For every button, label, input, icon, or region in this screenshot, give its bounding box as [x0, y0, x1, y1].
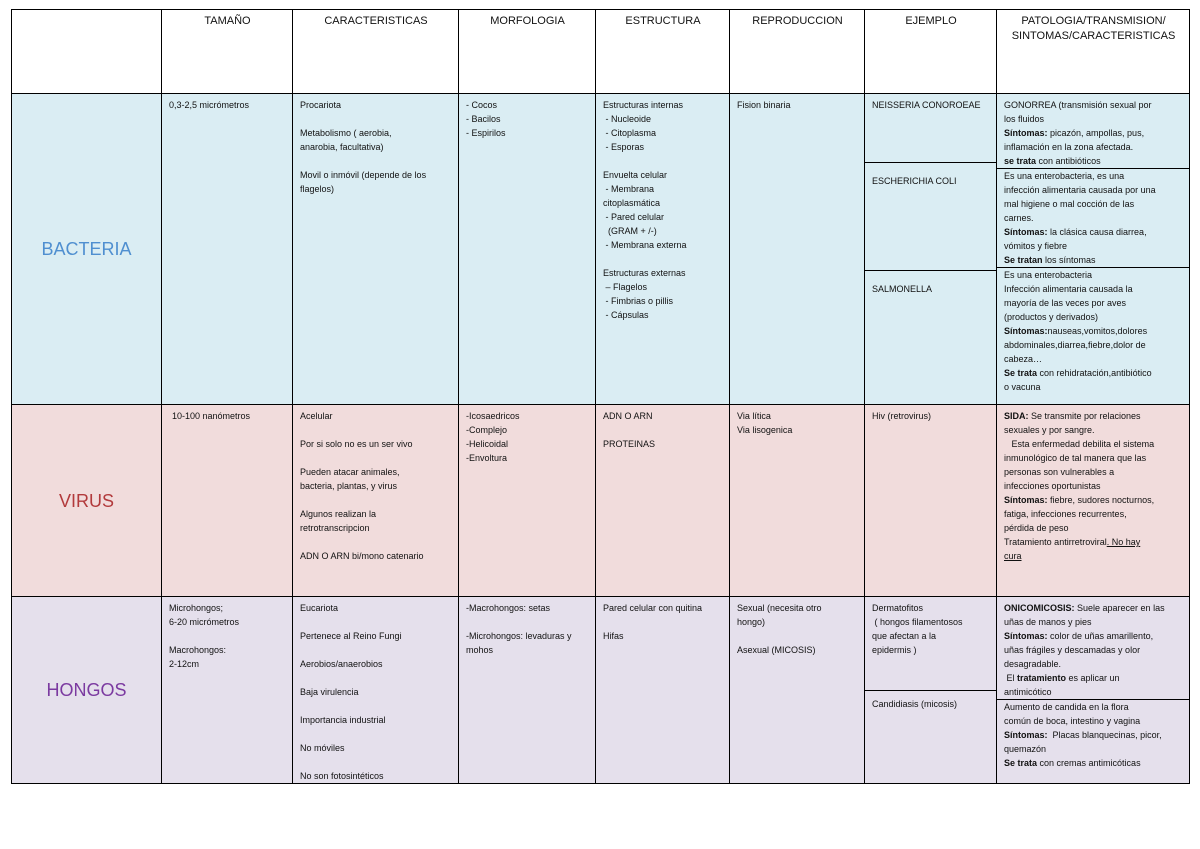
header-ejemplo: EJEMPLO	[865, 10, 997, 94]
cell-line	[300, 451, 452, 465]
pat-line: Síntomas: la clásica causa diarrea,	[1004, 227, 1147, 237]
cell-line: Procariota	[300, 100, 342, 110]
cell-line	[300, 727, 452, 741]
pat-line: sexuales y por sangre.	[1004, 425, 1095, 435]
cell-line: ADN O ARN	[603, 411, 653, 421]
cell-line: Acelular	[300, 411, 333, 421]
cell-line: -Complejo	[466, 425, 508, 435]
cell-line	[300, 423, 452, 437]
pat-line: infección alimentaria causada por una	[1004, 185, 1156, 195]
cell-line	[169, 629, 286, 643]
cell-line: Baja virulencia	[300, 687, 359, 697]
cell-line: -Helicoidal	[466, 439, 509, 449]
cell-line: - Espirilos	[466, 128, 506, 138]
pat-line: vómitos y fiebre	[1004, 241, 1068, 251]
cell-line: PROTEINAS	[603, 439, 656, 449]
cell-hongos-morfologia	[459, 597, 596, 784]
pat-line: los fluidos	[1004, 114, 1045, 124]
cell-virus-caracteristicas	[293, 405, 459, 597]
cell-line	[300, 615, 452, 629]
ejemplo-dermatofitos	[872, 601, 990, 657]
cell-line	[300, 755, 452, 769]
cell-line: que afectan a la	[872, 631, 937, 641]
cell-line: Pueden atacar animales,	[300, 467, 400, 477]
cell-hongos-reproduccion	[730, 597, 865, 784]
pat-line: Síntomas: fiebre, sudores nocturnos,	[1004, 495, 1155, 505]
cell-line: - Nucleoide	[603, 114, 652, 124]
cell-virus-estructura	[596, 405, 730, 597]
pat-line: Esta enfermedad debilita el sistema	[1004, 439, 1155, 449]
row-label-hongos: HONGOS	[12, 597, 162, 784]
cell-line: - Membrana	[603, 184, 655, 194]
cell-line: Por si solo no es un ser vivo	[300, 439, 413, 449]
pat-line: quemazón	[1004, 744, 1047, 754]
cell-line: -Macrohongos: setas	[466, 603, 551, 613]
header-corner	[12, 10, 162, 94]
row-label-virus: VIRUS	[12, 405, 162, 597]
cell-bacteria-tamano: 0,3-2,5 micrómetros	[162, 94, 293, 405]
cell-line: Asexual (MICOSIS)	[737, 645, 816, 655]
cell-line	[603, 252, 723, 266]
patologia-gonorrea	[1004, 98, 1183, 168]
cell-line: Pared celular con quitina	[603, 603, 703, 613]
pat-line: personas son vulnerables a	[1004, 467, 1115, 477]
cell-line: Via lisogenica	[737, 425, 793, 435]
pat-line: Infección alimentaria causada la	[1004, 284, 1133, 294]
pat-line: ONICOMICOSIS: Suele aparecer en las	[1004, 603, 1165, 613]
header-row	[12, 10, 1190, 94]
pat-line: Aumento de candida en la flora	[1004, 702, 1129, 712]
cell-line: flagelos)	[300, 184, 335, 194]
cell-line	[300, 699, 452, 713]
cell-line: retrotranscripcion	[300, 523, 370, 533]
ejemplo-divider	[865, 162, 996, 163]
cell-line: Movil o inmóvil (depende de los	[300, 170, 427, 180]
pat-line: Tratamiento antirretroviral. No hay	[1004, 537, 1141, 547]
pat-line: o vacuna	[1004, 382, 1041, 392]
pat-line: carnes.	[1004, 213, 1034, 223]
cell-line: Aerobios/anaerobios	[300, 659, 383, 669]
cell-line	[300, 154, 452, 168]
cell-line: No son fotosintéticos	[300, 771, 384, 781]
pat-line: cura	[1004, 551, 1022, 561]
cell-line: Macrohongos:	[169, 645, 227, 655]
pat-line: inflamación en la zona afectada.	[1004, 142, 1134, 152]
cell-line: Hifas	[603, 631, 624, 641]
cell-hongos-ejemplo	[865, 597, 997, 784]
cell-line: Microhongos;	[169, 603, 224, 613]
cell-line: Sexual (necesita otro	[737, 603, 822, 613]
patologia-onicomicosis	[1004, 601, 1183, 699]
cell-line	[300, 112, 452, 126]
ejemplo-divider	[865, 270, 996, 271]
pat-line: pérdida de peso	[1004, 523, 1069, 533]
cell-line: - Membrana externa	[603, 240, 687, 250]
cell-line: Metabolismo ( aerobia,	[300, 128, 392, 138]
cell-virus-ejemplo: Hiv (retrovirus)	[865, 405, 997, 597]
pat-line: mayoría de las veces por aves	[1004, 298, 1127, 308]
pat-line: antimicótico	[1004, 687, 1052, 697]
patologia-ecoli	[997, 168, 1189, 267]
cell-line: -Envoltura	[466, 453, 508, 463]
pat-line: Es una enterobacteria, es una	[1004, 171, 1125, 181]
header-estructura: ESTRUCTURA	[596, 10, 730, 94]
pat-line: Es una enterobacteria	[1004, 270, 1093, 280]
pat-line: Síntomas: Placas blanquecinas, picor,	[1004, 730, 1162, 740]
cell-line: mohos	[466, 645, 494, 655]
pat-line: se trata con antibióticos	[1004, 156, 1101, 166]
ejemplo-divider	[865, 690, 996, 691]
cell-line: ADN O ARN bi/mono catenario	[300, 551, 424, 561]
patologia-candidiasis	[997, 699, 1189, 770]
cell-line: - Cápsulas	[603, 310, 649, 320]
pat-line: común de boca, intestino y vagina	[1004, 716, 1141, 726]
row-hongos	[12, 597, 1190, 784]
header-tamano: TAMAÑO	[162, 10, 293, 94]
ejemplo-candidiasis: Candidiasis (micosis)	[872, 699, 958, 709]
cell-line	[300, 643, 452, 657]
cell-bacteria-estructura	[596, 94, 730, 405]
cell-line: anarobia, facultativa)	[300, 142, 384, 152]
cell-line: No móviles	[300, 743, 345, 753]
comparison-table	[11, 9, 1190, 784]
header-patologia	[997, 10, 1190, 94]
cell-virus-reproduccion	[730, 405, 865, 597]
cell-line: Pertenece al Reino Fungi	[300, 631, 402, 641]
cell-line	[603, 423, 723, 437]
row-virus	[12, 405, 1190, 597]
pat-line: GONORREA (transmisión sexual por	[1004, 100, 1152, 110]
pat-line: uñas frágiles y descamadas y olor	[1004, 645, 1141, 655]
cell-line: Estructuras internas	[603, 100, 684, 110]
cell-bacteria-caracteristicas	[293, 94, 459, 405]
pat-line: fatiga, infecciones recurrentes,	[1004, 509, 1127, 519]
cell-line: Estructuras externas	[603, 268, 686, 278]
pat-line: Síntomas: color de uñas amarillento,	[1004, 631, 1154, 641]
header-reproduccion: REPRODUCCION	[730, 10, 865, 94]
cell-virus-patologia	[997, 405, 1190, 597]
header-patologia-line2: SINTOMAS/CARACTERISTICAS	[1011, 30, 1176, 42]
cell-bacteria-ejemplo	[865, 94, 997, 405]
pat-line: mal higiene o mal cocción de las	[1004, 199, 1135, 209]
cell-line	[603, 615, 723, 629]
ejemplo-escherichia: ESCHERICHIA COLI	[872, 176, 957, 186]
pat-line: Se tratan los síntomas	[1004, 255, 1096, 265]
cell-bacteria-morfologia	[459, 94, 596, 405]
cell-bacteria-patologia	[997, 94, 1190, 405]
ejemplo-salmonella: SALMONELLA	[872, 284, 933, 294]
cell-line: Importancia industrial	[300, 715, 386, 725]
cell-line	[300, 493, 452, 507]
cell-line: Algunos realizan la	[300, 509, 377, 519]
cell-line: - Pared celular	[603, 212, 665, 222]
pat-line: infecciones oportunistas	[1004, 481, 1101, 491]
cell-hongos-patologia	[997, 597, 1190, 784]
cell-hongos-caracteristicas	[293, 597, 459, 784]
cell-line: Via lítica	[737, 411, 771, 421]
cell-line	[300, 535, 452, 549]
cell-bacteria-reproduccion: Fision binaria	[730, 94, 865, 405]
pat-line: inmunológico de tal manera que las	[1004, 453, 1147, 463]
comparison-sheet	[11, 9, 1189, 784]
header-caracteristicas: CARACTERISTICAS	[293, 10, 459, 94]
cell-line: 6-20 micrómetros	[169, 617, 240, 627]
pat-line: uñas de manos y pies	[1004, 617, 1092, 627]
cell-line: - Esporas	[603, 142, 645, 152]
cell-line: Envuelta celular	[603, 170, 668, 180]
ejemplo-neisseria: NEISSERIA CONOROEAE	[872, 100, 981, 110]
pat-line: cabeza…	[1004, 354, 1043, 364]
cell-line: Eucariota	[300, 603, 339, 613]
cell-line: (GRAM + /-)	[603, 226, 657, 236]
pat-line: desagradable.	[1004, 659, 1062, 669]
cell-line	[300, 671, 452, 685]
cell-virus-tamano: 10-100 nanómetros	[162, 405, 293, 597]
cell-line: - Citoplasma	[603, 128, 657, 138]
cell-line: Dermatofitos	[872, 603, 924, 613]
cell-line: – Flagelos	[603, 282, 648, 292]
pat-line: Síntomas: picazón, ampollas, pus,	[1004, 128, 1145, 138]
pat-line: Se trata con cremas antimicóticas	[1004, 758, 1141, 768]
cell-hongos-estructura	[596, 597, 730, 784]
cell-line: citoplasmática	[603, 198, 661, 208]
pat-line: El tratamiento es aplicar un	[1004, 673, 1120, 683]
header-patologia-line1: PATOLOGIA/TRANSMISION/	[1021, 15, 1166, 27]
cell-line: bacteria, plantas, y virus	[300, 481, 398, 491]
pat-line: SIDA: Se transmite por relaciones	[1004, 411, 1141, 421]
pat-line: abdominales,diarrea,fiebre,dolor de	[1004, 340, 1146, 350]
cell-line: -Icosaedricos	[466, 411, 520, 421]
row-label-bacteria: BACTERIA	[12, 94, 162, 405]
cell-line	[603, 154, 723, 168]
cell-line: -Microhongos: levaduras y	[466, 631, 572, 641]
cell-virus-morfologia	[459, 405, 596, 597]
cell-line	[466, 615, 589, 629]
cell-line: 2-12cm	[169, 659, 200, 669]
patologia-salmonella	[997, 267, 1189, 394]
row-bacteria	[12, 94, 1190, 405]
header-morfologia: MORFOLOGIA	[459, 10, 596, 94]
cell-line	[737, 629, 858, 643]
pat-line: (productos y derivados)	[1004, 312, 1099, 322]
cell-line: - Cocos	[466, 100, 498, 110]
pat-line: Se trata con rehidratación,antibiótico	[1004, 368, 1152, 378]
cell-line: - Fimbrias o pillis	[603, 296, 674, 306]
cell-line: epidermis )	[872, 645, 917, 655]
cell-line: - Bacilos	[466, 114, 501, 124]
cell-line: hongo)	[737, 617, 766, 627]
cell-hongos-tamano	[162, 597, 293, 784]
cell-line: ( hongos filamentosos	[872, 617, 963, 627]
pat-line: Síntomas:nauseas,vomitos,dolores	[1004, 326, 1148, 336]
